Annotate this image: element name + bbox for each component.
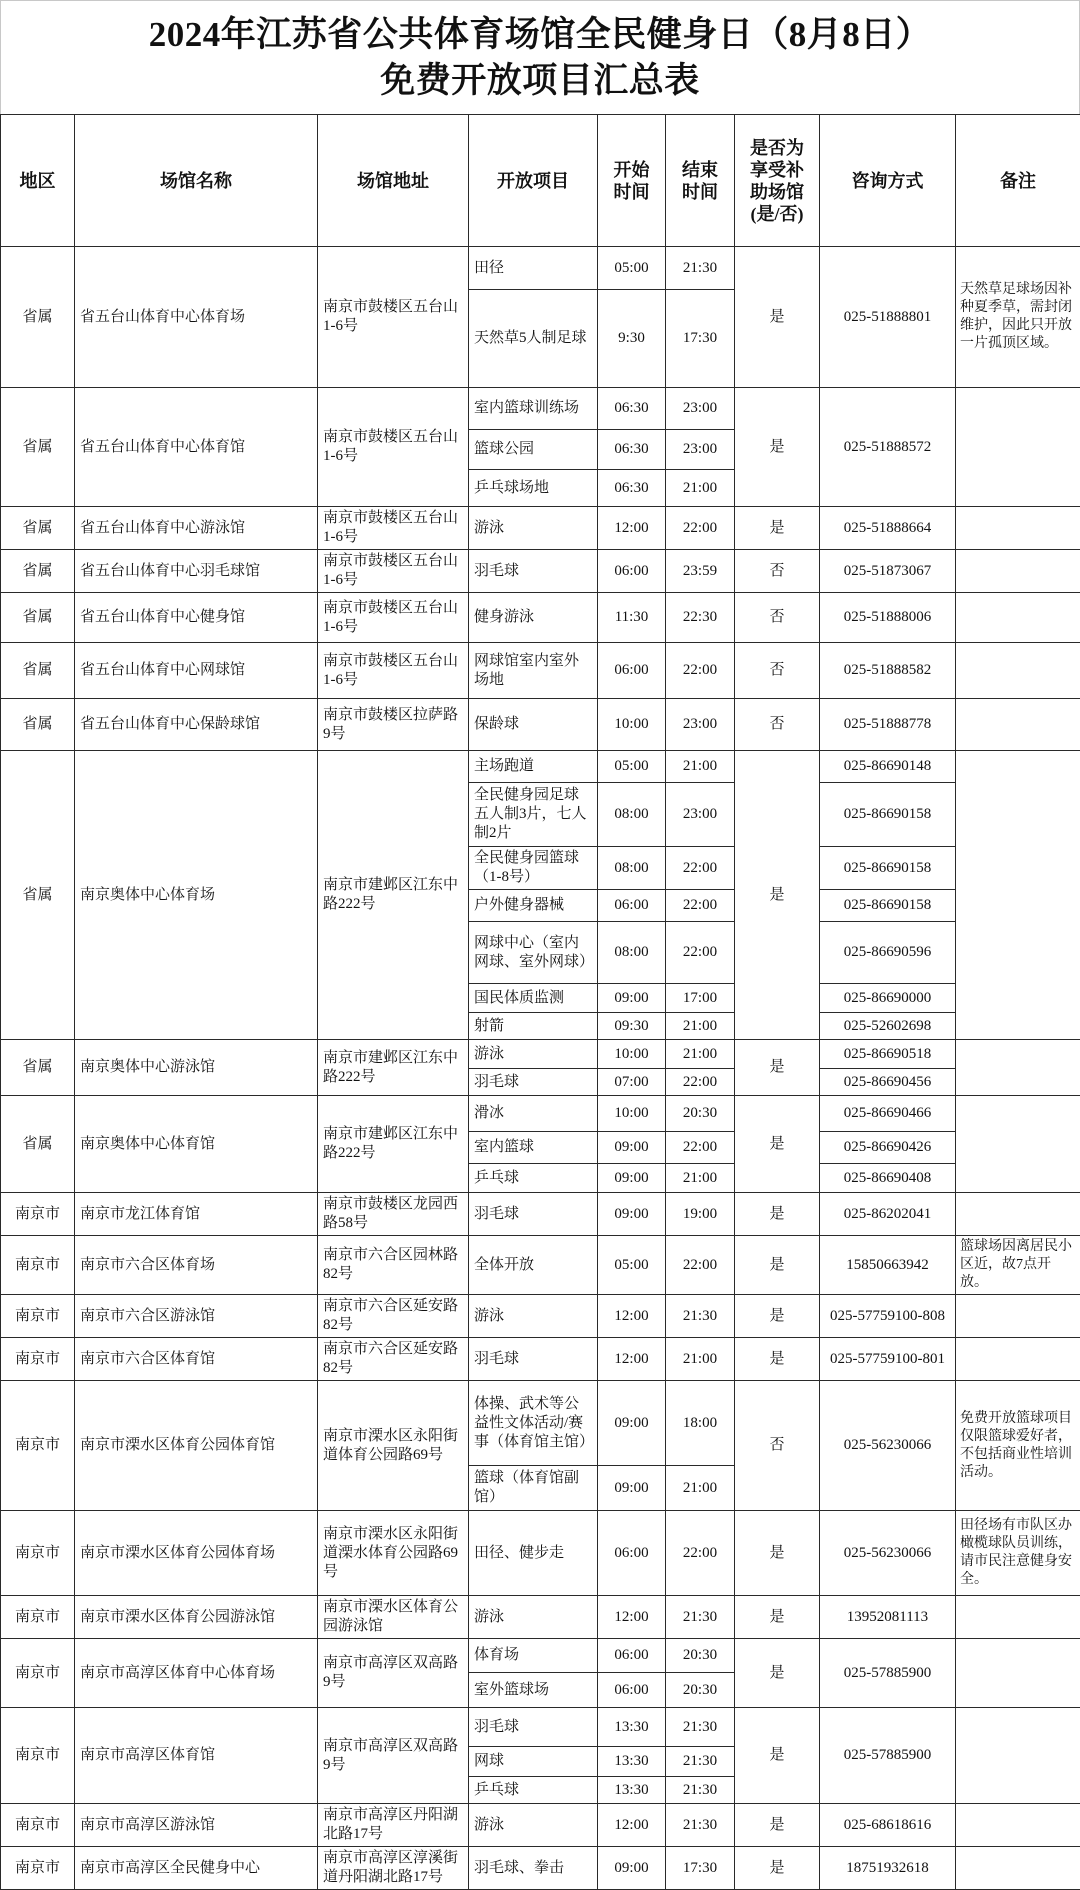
header-open-project: 开放项目 bbox=[469, 115, 598, 247]
venue-name-cell: 南京市溧水区体育公园体育场 bbox=[75, 1511, 318, 1596]
venue-name-cell: 省五台山体育中心游泳馆 bbox=[75, 507, 318, 550]
end-time-cell: 17:30 bbox=[666, 1847, 735, 1890]
subsidized-cell: 是 bbox=[735, 751, 820, 1040]
contact-cell: 025-86690466 bbox=[820, 1096, 956, 1132]
open-project-cell: 射箭 bbox=[469, 1013, 598, 1040]
start-time-cell: 12:00 bbox=[598, 1804, 666, 1847]
open-project-cell: 室内篮球 bbox=[469, 1132, 598, 1164]
venue-name-cell: 省五台山体育中心保龄球馆 bbox=[75, 699, 318, 751]
subsidized-cell: 是 bbox=[735, 1096, 820, 1193]
end-time-cell: 21:30 bbox=[666, 1747, 735, 1777]
end-time-cell: 23:59 bbox=[666, 550, 735, 593]
open-project-cell: 全民健身园篮球（1-8号） bbox=[469, 847, 598, 890]
open-project-cell: 国民体质监测 bbox=[469, 984, 598, 1013]
remark-cell bbox=[956, 388, 1080, 507]
table-row bbox=[1, 1847, 1080, 1890]
open-project-cell: 游泳 bbox=[469, 1040, 598, 1069]
region-cell: 省属 bbox=[1, 550, 75, 593]
subsidized-cell: 否 bbox=[735, 1381, 820, 1511]
venue-name-cell: 南京市高淳区体育中心体育场 bbox=[75, 1639, 318, 1708]
end-time-cell: 20:30 bbox=[666, 1673, 735, 1708]
contact-cell: 025-51888778 bbox=[820, 699, 956, 751]
contact-cell: 025-68618616 bbox=[820, 1804, 956, 1847]
contact-cell: 025-56230066 bbox=[820, 1511, 956, 1596]
region-cell: 南京市 bbox=[1, 1639, 75, 1708]
header-contact: 咨询方式 bbox=[820, 115, 956, 247]
subsidized-cell: 是 bbox=[735, 1847, 820, 1890]
open-project-cell: 乒乓球 bbox=[469, 1777, 598, 1804]
remark-cell bbox=[956, 1040, 1080, 1096]
table-row bbox=[1, 1381, 1080, 1466]
remark-cell bbox=[956, 593, 1080, 643]
open-project-cell: 滑冰 bbox=[469, 1096, 598, 1132]
start-time-cell: 07:00 bbox=[598, 1069, 666, 1096]
start-time-cell: 09:00 bbox=[598, 1164, 666, 1193]
table-row bbox=[1, 1236, 1080, 1295]
table-row bbox=[1, 593, 1080, 643]
subsidized-cell: 是 bbox=[735, 388, 820, 507]
table-row bbox=[1, 1096, 1080, 1132]
subsidized-cell: 是 bbox=[735, 1236, 820, 1295]
venue-address-cell: 南京市六合区延安路82号 bbox=[318, 1295, 469, 1338]
venue-address-cell: 南京市高淳区双高路9号 bbox=[318, 1639, 469, 1708]
document-title bbox=[0, 0, 1080, 114]
region-cell: 南京市 bbox=[1, 1708, 75, 1804]
start-time-cell: 09:30 bbox=[598, 1013, 666, 1040]
venue-name-cell: 省五台山体育中心健身馆 bbox=[75, 593, 318, 643]
venue-name-cell: 省五台山体育中心体育馆 bbox=[75, 388, 318, 507]
table-row bbox=[1, 1708, 1080, 1747]
contact-cell: 025-86690596 bbox=[820, 922, 956, 984]
end-time-cell: 22:00 bbox=[666, 847, 735, 890]
venue-address-cell: 南京市高淳区双高路9号 bbox=[318, 1708, 469, 1804]
start-time-cell: 08:00 bbox=[598, 847, 666, 890]
header-venue-name: 场馆名称 bbox=[75, 115, 318, 247]
open-project-cell: 篮球（体育馆副馆） bbox=[469, 1466, 598, 1511]
end-time-cell: 22:30 bbox=[666, 593, 735, 643]
open-project-cell: 田径、健步走 bbox=[469, 1511, 598, 1596]
venue-name-cell: 省五台山体育中心网球馆 bbox=[75, 643, 318, 699]
end-time-cell: 21:00 bbox=[666, 1338, 735, 1381]
end-time-cell: 23:00 bbox=[666, 430, 735, 470]
open-project-cell: 游泳 bbox=[469, 1804, 598, 1847]
start-time-cell: 05:00 bbox=[598, 751, 666, 783]
end-time-cell: 18:00 bbox=[666, 1381, 735, 1466]
region-cell: 省属 bbox=[1, 751, 75, 1040]
region-cell: 南京市 bbox=[1, 1338, 75, 1381]
start-time-cell: 09:00 bbox=[598, 1466, 666, 1511]
remark-cell bbox=[956, 1708, 1080, 1804]
region-cell: 省属 bbox=[1, 388, 75, 507]
venue-name-cell: 南京市龙江体育馆 bbox=[75, 1193, 318, 1236]
venue-address-cell: 南京市溧水区体育公园游泳馆 bbox=[318, 1596, 469, 1639]
end-time-cell: 21:30 bbox=[666, 1777, 735, 1804]
start-time-cell: 06:00 bbox=[598, 890, 666, 922]
remark-cell bbox=[956, 1193, 1080, 1236]
open-project-cell: 田径 bbox=[469, 247, 598, 290]
start-time-cell: 12:00 bbox=[598, 1295, 666, 1338]
contact-cell: 025-86690408 bbox=[820, 1164, 956, 1193]
end-time-cell: 17:30 bbox=[666, 290, 735, 388]
start-time-cell: 12:00 bbox=[598, 507, 666, 550]
start-time-cell: 09:00 bbox=[598, 1132, 666, 1164]
header-end-time: 结束时间 bbox=[666, 115, 735, 247]
contact-cell: 025-86690158 bbox=[820, 890, 956, 922]
table-row bbox=[1, 1804, 1080, 1847]
venue-name-cell: 省五台山体育中心体育场 bbox=[75, 247, 318, 388]
venue-address-cell: 南京市建邺区江东中路222号 bbox=[318, 1040, 469, 1096]
end-time-cell: 21:30 bbox=[666, 1804, 735, 1847]
end-time-cell: 22:00 bbox=[666, 890, 735, 922]
table-body bbox=[1, 247, 1080, 1890]
open-project-cell: 健身游泳 bbox=[469, 593, 598, 643]
contact-cell: 025-51888582 bbox=[820, 643, 956, 699]
subsidized-cell: 是 bbox=[735, 1295, 820, 1338]
region-cell: 南京市 bbox=[1, 1596, 75, 1639]
contact-cell: 13952081113 bbox=[820, 1596, 956, 1639]
end-time-cell: 21:30 bbox=[666, 1708, 735, 1747]
contact-cell: 025-51873067 bbox=[820, 550, 956, 593]
table-row bbox=[1, 1639, 1080, 1673]
venue-address-cell: 南京市建邺区江东中路222号 bbox=[318, 1096, 469, 1193]
end-time-cell: 23:00 bbox=[666, 699, 735, 751]
start-time-cell: 9:30 bbox=[598, 290, 666, 388]
contact-cell: 025-57885900 bbox=[820, 1639, 956, 1708]
contact-cell: 025-86690158 bbox=[820, 847, 956, 890]
contact-cell: 025-86690158 bbox=[820, 783, 956, 847]
start-time-cell: 09:00 bbox=[598, 1193, 666, 1236]
open-project-cell: 羽毛球 bbox=[469, 1338, 598, 1381]
venue-address-cell: 南京市高淳区丹阳湖北路17号 bbox=[318, 1804, 469, 1847]
open-project-cell: 篮球公园 bbox=[469, 430, 598, 470]
region-cell: 南京市 bbox=[1, 1381, 75, 1511]
region-cell: 省属 bbox=[1, 507, 75, 550]
end-time-cell: 23:00 bbox=[666, 388, 735, 430]
open-project-cell: 乒乓球场地 bbox=[469, 470, 598, 507]
venue-name-cell: 省五台山体育中心羽毛球馆 bbox=[75, 550, 318, 593]
venue-name-cell: 南京市溧水区体育公园游泳馆 bbox=[75, 1596, 318, 1639]
end-time-cell: 22:00 bbox=[666, 643, 735, 699]
remark-cell bbox=[956, 1804, 1080, 1847]
open-project-cell: 网球 bbox=[469, 1747, 598, 1777]
open-project-cell: 全体开放 bbox=[469, 1236, 598, 1295]
remark-cell bbox=[956, 1596, 1080, 1639]
start-time-cell: 13:30 bbox=[598, 1747, 666, 1777]
open-project-cell: 主场跑道 bbox=[469, 751, 598, 783]
start-time-cell: 13:30 bbox=[598, 1708, 666, 1747]
start-time-cell: 05:00 bbox=[598, 1236, 666, 1295]
end-time-cell: 22:00 bbox=[666, 1236, 735, 1295]
open-project-cell: 羽毛球 bbox=[469, 1069, 598, 1096]
table-row bbox=[1, 507, 1080, 550]
remark-cell: 免费开放篮球项目仅限篮球爱好者，不包括商业性培训活动。 bbox=[956, 1381, 1080, 1511]
header-start-time: 开始时间 bbox=[598, 115, 666, 247]
end-time-cell: 21:00 bbox=[666, 1040, 735, 1069]
title-line-1: 2024年江苏省公共体育场馆全民健身日（8月8日） bbox=[149, 12, 932, 58]
contact-cell: 025-86690000 bbox=[820, 984, 956, 1013]
venue-address-cell: 南京市鼓楼区五台山1-6号 bbox=[318, 550, 469, 593]
contact-cell: 025-51888664 bbox=[820, 507, 956, 550]
table-row bbox=[1, 1511, 1080, 1596]
venue-name-cell: 南京市六合区体育场 bbox=[75, 1236, 318, 1295]
header-subsidized: 是否为享受补助场馆(是/否) bbox=[735, 115, 820, 247]
subsidized-cell: 是 bbox=[735, 1040, 820, 1096]
region-cell: 省属 bbox=[1, 1096, 75, 1193]
end-time-cell: 21:30 bbox=[666, 1295, 735, 1338]
start-time-cell: 10:00 bbox=[598, 1040, 666, 1069]
subsidized-cell: 否 bbox=[735, 643, 820, 699]
region-cell: 南京市 bbox=[1, 1847, 75, 1890]
venue-address-cell: 南京市鼓楼区五台山1-6号 bbox=[318, 507, 469, 550]
contact-cell: 025-51888801 bbox=[820, 247, 956, 388]
open-project-cell: 网球中心（室内网球、室外网球） bbox=[469, 922, 598, 984]
region-cell: 南京市 bbox=[1, 1236, 75, 1295]
start-time-cell: 11:30 bbox=[598, 593, 666, 643]
open-project-cell: 羽毛球 bbox=[469, 1193, 598, 1236]
table-row bbox=[1, 388, 1080, 430]
start-time-cell: 13:30 bbox=[598, 1777, 666, 1804]
open-project-cell: 室外篮球场 bbox=[469, 1673, 598, 1708]
remark-cell bbox=[956, 699, 1080, 751]
region-cell: 南京市 bbox=[1, 1193, 75, 1236]
end-time-cell: 22:00 bbox=[666, 922, 735, 984]
end-time-cell: 23:00 bbox=[666, 783, 735, 847]
venue-address-cell: 南京市鼓楼区龙园西路58号 bbox=[318, 1193, 469, 1236]
region-cell: 南京市 bbox=[1, 1511, 75, 1596]
venue-name-cell: 南京奥体中心体育馆 bbox=[75, 1096, 318, 1193]
title-line-2: 免费开放项目汇总表 bbox=[380, 58, 700, 104]
table-row bbox=[1, 1338, 1080, 1381]
remark-cell bbox=[956, 1338, 1080, 1381]
subsidized-cell: 是 bbox=[735, 507, 820, 550]
table-row bbox=[1, 247, 1080, 290]
region-cell: 南京市 bbox=[1, 1295, 75, 1338]
table-row bbox=[1, 1295, 1080, 1338]
contact-cell: 025-52602698 bbox=[820, 1013, 956, 1040]
venue-address-cell: 南京市溧水区永阳街道溧水体育公园路69号 bbox=[318, 1511, 469, 1596]
subsidized-cell: 是 bbox=[735, 1596, 820, 1639]
end-time-cell: 22:00 bbox=[666, 1069, 735, 1096]
region-cell: 省属 bbox=[1, 1040, 75, 1096]
remark-cell: 篮球场因离居民小区近，故7点开放。 bbox=[956, 1236, 1080, 1295]
end-time-cell: 21:00 bbox=[666, 1466, 735, 1511]
open-project-cell: 天然草5人制足球 bbox=[469, 290, 598, 388]
remark-cell bbox=[956, 751, 1080, 1040]
table-row bbox=[1, 751, 1080, 783]
remark-cell bbox=[956, 550, 1080, 593]
end-time-cell: 21:00 bbox=[666, 470, 735, 507]
remark-cell bbox=[956, 1295, 1080, 1338]
contact-cell: 025-57885900 bbox=[820, 1708, 956, 1804]
subsidized-cell: 是 bbox=[735, 247, 820, 388]
end-time-cell: 21:30 bbox=[666, 247, 735, 290]
subsidized-cell: 是 bbox=[735, 1639, 820, 1708]
end-time-cell: 20:30 bbox=[666, 1639, 735, 1673]
venue-name-cell: 南京奥体中心游泳馆 bbox=[75, 1040, 318, 1096]
open-project-cell: 全民健身园足球五人制3片，七人制2片 bbox=[469, 783, 598, 847]
remark-cell bbox=[956, 1639, 1080, 1708]
start-time-cell: 06:00 bbox=[598, 1673, 666, 1708]
start-time-cell: 08:00 bbox=[598, 783, 666, 847]
end-time-cell: 21:00 bbox=[666, 1164, 735, 1193]
end-time-cell: 22:00 bbox=[666, 1511, 735, 1596]
region-cell: 省属 bbox=[1, 643, 75, 699]
subsidized-cell: 是 bbox=[735, 1708, 820, 1804]
subsidized-cell: 否 bbox=[735, 550, 820, 593]
region-cell: 省属 bbox=[1, 593, 75, 643]
open-project-cell: 游泳 bbox=[469, 507, 598, 550]
open-project-cell: 网球馆室内室外场地 bbox=[469, 643, 598, 699]
start-time-cell: 06:00 bbox=[598, 643, 666, 699]
venue-name-cell: 南京市高淳区游泳馆 bbox=[75, 1804, 318, 1847]
contact-cell: 025-86690518 bbox=[820, 1040, 956, 1069]
open-project-cell: 室内篮球训练场 bbox=[469, 388, 598, 430]
end-time-cell: 19:00 bbox=[666, 1193, 735, 1236]
open-project-cell: 保龄球 bbox=[469, 699, 598, 751]
start-time-cell: 06:00 bbox=[598, 1511, 666, 1596]
header-remark: 备注 bbox=[956, 115, 1080, 247]
subsidized-cell: 否 bbox=[735, 699, 820, 751]
open-project-cell: 羽毛球 bbox=[469, 1708, 598, 1747]
venue-address-cell: 南京市六合区园林路82号 bbox=[318, 1236, 469, 1295]
start-time-cell: 06:30 bbox=[598, 430, 666, 470]
header-venue-address: 场馆地址 bbox=[318, 115, 469, 247]
venue-address-cell: 南京市鼓楼区五台山1-6号 bbox=[318, 593, 469, 643]
contact-cell: 025-86690456 bbox=[820, 1069, 956, 1096]
open-project-cell: 体育场 bbox=[469, 1639, 598, 1673]
venue-address-cell: 南京市鼓楼区拉萨路9号 bbox=[318, 699, 469, 751]
start-time-cell: 10:00 bbox=[598, 699, 666, 751]
open-project-cell: 游泳 bbox=[469, 1295, 598, 1338]
start-time-cell: 09:00 bbox=[598, 984, 666, 1013]
subsidized-cell: 是 bbox=[735, 1511, 820, 1596]
contact-cell: 025-86690148 bbox=[820, 751, 956, 783]
table-row bbox=[1, 1596, 1080, 1639]
venue-address-cell: 南京市鼓楼区五台山1-6号 bbox=[318, 388, 469, 507]
venue-name-cell: 南京市六合区体育馆 bbox=[75, 1338, 318, 1381]
open-project-cell: 羽毛球 bbox=[469, 550, 598, 593]
end-time-cell: 21:00 bbox=[666, 751, 735, 783]
open-project-cell: 体操、武术等公益性文体活动/赛事（体育馆主馆） bbox=[469, 1381, 598, 1466]
contact-cell: 025-56230066 bbox=[820, 1381, 956, 1511]
venue-name-cell: 南京市高淳区全民健身中心 bbox=[75, 1847, 318, 1890]
start-time-cell: 06:00 bbox=[598, 1639, 666, 1673]
subsidized-cell: 否 bbox=[735, 593, 820, 643]
start-time-cell: 05:00 bbox=[598, 247, 666, 290]
subsidized-cell: 是 bbox=[735, 1804, 820, 1847]
contact-cell: 025-86202041 bbox=[820, 1193, 956, 1236]
venue-name-cell: 南京市溧水区体育公园体育馆 bbox=[75, 1381, 318, 1511]
venue-address-cell: 南京市六合区延安路82号 bbox=[318, 1338, 469, 1381]
table-row bbox=[1, 699, 1080, 751]
remark-cell: 天然草足球场因补种夏季草，需封闭维护，因此只开放一片孤顶区域。 bbox=[956, 247, 1080, 388]
remark-cell bbox=[956, 1847, 1080, 1890]
venue-address-cell: 南京市溧水区永阳街道体育公园路69号 bbox=[318, 1381, 469, 1511]
table-row bbox=[1, 1193, 1080, 1236]
region-cell: 南京市 bbox=[1, 1804, 75, 1847]
venue-name-cell: 南京奥体中心体育场 bbox=[75, 751, 318, 1040]
start-time-cell: 08:00 bbox=[598, 922, 666, 984]
header-row bbox=[1, 115, 1080, 247]
end-time-cell: 21:00 bbox=[666, 1013, 735, 1040]
contact-cell: 18751932618 bbox=[820, 1847, 956, 1890]
end-time-cell: 21:30 bbox=[666, 1596, 735, 1639]
region-cell: 省属 bbox=[1, 699, 75, 751]
open-project-cell: 游泳 bbox=[469, 1596, 598, 1639]
venue-address-cell: 南京市建邺区江东中路222号 bbox=[318, 751, 469, 1040]
subsidized-cell: 是 bbox=[735, 1193, 820, 1236]
contact-cell: 15850663942 bbox=[820, 1236, 956, 1295]
end-time-cell: 22:00 bbox=[666, 507, 735, 550]
end-time-cell: 22:00 bbox=[666, 1132, 735, 1164]
remark-cell bbox=[956, 1096, 1080, 1193]
start-time-cell: 12:00 bbox=[598, 1596, 666, 1639]
table-row bbox=[1, 550, 1080, 593]
subsidized-cell: 是 bbox=[735, 1338, 820, 1381]
table-row bbox=[1, 643, 1080, 699]
open-project-cell: 羽毛球、拳击 bbox=[469, 1847, 598, 1890]
venue-address-cell: 南京市鼓楼区五台山1-6号 bbox=[318, 643, 469, 699]
start-time-cell: 10:00 bbox=[598, 1096, 666, 1132]
venue-name-cell: 南京市六合区游泳馆 bbox=[75, 1295, 318, 1338]
header-region: 地区 bbox=[1, 115, 75, 247]
open-project-cell: 户外健身器械 bbox=[469, 890, 598, 922]
contact-cell: 025-57759100-808 bbox=[820, 1295, 956, 1338]
start-time-cell: 06:30 bbox=[598, 470, 666, 507]
open-project-cell: 乒乓球 bbox=[469, 1164, 598, 1193]
venue-table bbox=[0, 114, 1080, 1890]
end-time-cell: 20:30 bbox=[666, 1096, 735, 1132]
region-cell: 省属 bbox=[1, 247, 75, 388]
contact-cell: 025-57759100-801 bbox=[820, 1338, 956, 1381]
start-time-cell: 12:00 bbox=[598, 1338, 666, 1381]
contact-cell: 025-86690426 bbox=[820, 1132, 956, 1164]
start-time-cell: 06:00 bbox=[598, 550, 666, 593]
table-row bbox=[1, 1040, 1080, 1069]
contact-cell: 025-51888006 bbox=[820, 593, 956, 643]
remark-cell bbox=[956, 507, 1080, 550]
start-time-cell: 06:30 bbox=[598, 388, 666, 430]
contact-cell: 025-51888572 bbox=[820, 388, 956, 507]
remark-cell bbox=[956, 643, 1080, 699]
end-time-cell: 17:00 bbox=[666, 984, 735, 1013]
start-time-cell: 09:00 bbox=[598, 1381, 666, 1466]
venue-name-cell: 南京市高淳区体育馆 bbox=[75, 1708, 318, 1804]
remark-cell: 田径场有市队区办橄榄球队员训练，请市民注意健身安全。 bbox=[956, 1511, 1080, 1596]
venue-address-cell: 南京市鼓楼区五台山1-6号 bbox=[318, 247, 469, 388]
start-time-cell: 09:00 bbox=[598, 1847, 666, 1890]
venue-address-cell: 南京市高淳区淳溪街道丹阳湖北路17号 bbox=[318, 1847, 469, 1890]
